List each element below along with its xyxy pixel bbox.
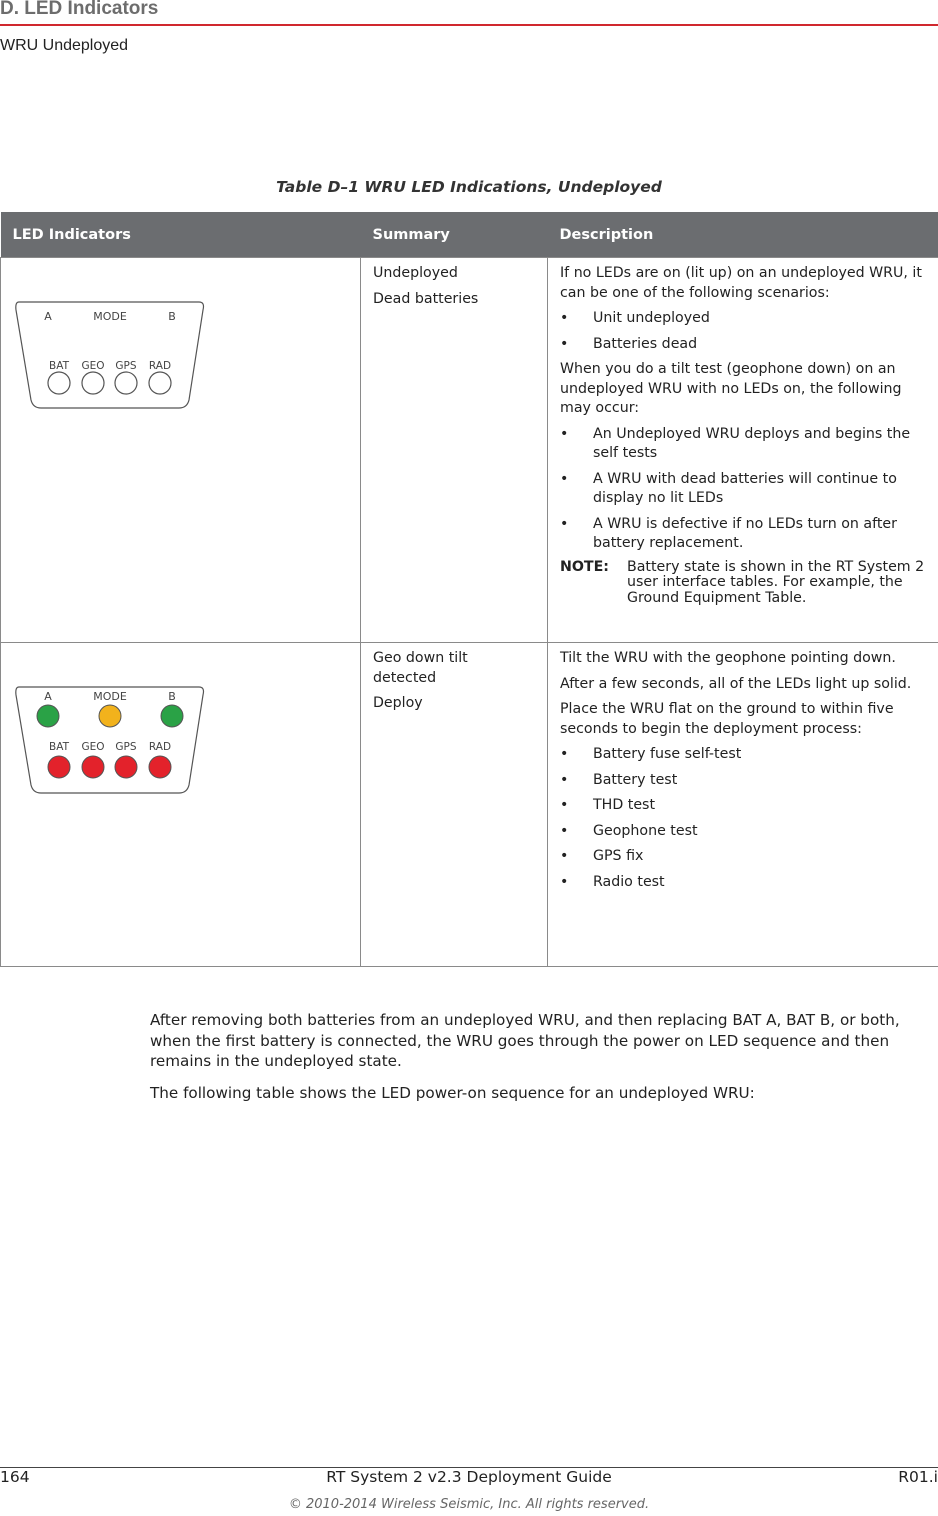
- led-gps-off: [115, 372, 137, 394]
- description-paragraph: If no LEDs are on (lit up) on an undeployed WRU, it can be one of the following scenarios:: [560, 265, 922, 301]
- description-paragraph: Place the WRU flat on the ground to within five seconds to begin the deployment process:: [560, 701, 894, 737]
- label-a: A: [44, 690, 52, 703]
- bullet-list: [560, 309, 926, 354]
- header-rule: [0, 24, 938, 26]
- label-a: A: [44, 310, 52, 323]
- led-indicator-cell: [1, 643, 361, 967]
- table-header-row: [1, 212, 938, 258]
- note-text: Battery state is shown in the RT System 2 user interface tables. For example, the Ground Equipment Table.: [627, 558, 925, 606]
- body-paragraph: The following table shows the LED power-on sequence for an undeployed WRU:: [150, 1084, 755, 1102]
- note-label: NOTE:: [560, 558, 609, 575]
- bullet-list: [560, 745, 926, 892]
- document-title: RT System 2 v2.3 Deployment Guide: [326, 1468, 612, 1486]
- list-item: • An Undeployed WRU deploys and begins the self tests: [560, 425, 926, 464]
- column-header-description: Description: [548, 212, 938, 258]
- section-title: D. LED Indicators: [0, 0, 159, 19]
- body-paragraph: After removing both batteries from an undeployed WRU, and then replacing BAT A, BAT B, or both, when the first battery is connected, the WRU goes through the power on LED sequence and then remains in the undeployed state.: [150, 1011, 900, 1070]
- led-mode-yellow: [99, 705, 121, 727]
- led-rad-off: [149, 372, 171, 394]
- label-geo: GEO: [81, 741, 105, 753]
- list-item: • Unit undeployed: [560, 309, 926, 329]
- copyright: © 2010-2014 Wireless Seismic, Inc. All rights reserved.: [288, 1497, 650, 1512]
- description-cell: [548, 258, 938, 643]
- summary-line: Geo down tilt detected: [373, 650, 468, 686]
- label-mode: MODE: [93, 310, 127, 323]
- label-geo: GEO: [81, 360, 105, 372]
- page-number: 164: [0, 1468, 30, 1486]
- revision: R01.i: [898, 1468, 938, 1486]
- led-indications-table: [0, 212, 938, 967]
- list-item: • THD test: [560, 796, 926, 816]
- led-b-green: [161, 705, 183, 727]
- list-item: • Radio test: [560, 873, 926, 893]
- page-subtitle: WRU Undeployed: [0, 37, 129, 54]
- table-row: [1, 258, 938, 643]
- led-a-green: [37, 705, 59, 727]
- bullet-list: [560, 425, 926, 554]
- led-bat-off: [48, 372, 70, 394]
- label-rad: RAD: [148, 741, 172, 753]
- led-panel-lit: [13, 681, 207, 795]
- list-item: • A WRU with dead batteries will continue to display no lit LEDs: [560, 470, 926, 509]
- note: [560, 560, 926, 607]
- label-bat: BAT: [49, 360, 69, 372]
- led-geo-red: [82, 756, 104, 778]
- summary-line: Undeployed: [373, 265, 458, 281]
- label-gps: GPS: [115, 741, 137, 753]
- list-item: • Geophone test: [560, 822, 926, 842]
- table-caption: Table D–1 WRU LED Indications, Undeployed: [276, 178, 662, 196]
- led-rad-red: [149, 756, 171, 778]
- led-indicator-cell: [1, 258, 361, 643]
- label-gps: GPS: [115, 360, 137, 372]
- description-cell: [548, 643, 938, 967]
- description-paragraph: When you do a tilt test (geophone down) on an undeployed WRU with no LEDs on, the following may occur:: [560, 361, 902, 416]
- label-b: B: [168, 310, 176, 323]
- led-panel-all-off: [13, 296, 207, 410]
- column-header-summary: Summary: [361, 212, 548, 258]
- led-geo-off: [82, 372, 104, 394]
- list-item: • Battery fuse self-test: [560, 745, 926, 765]
- list-item: • GPS fix: [560, 847, 926, 867]
- description-paragraph: After a few seconds, all of the LEDs light up solid.: [560, 675, 912, 692]
- led-gps-red: [115, 756, 137, 778]
- summary-line: Deploy: [373, 695, 423, 711]
- summary-cell: [361, 258, 548, 643]
- list-item: • A WRU is defective if no LEDs turn on after battery replacement.: [560, 515, 926, 554]
- label-b: B: [168, 690, 176, 703]
- table-row: [1, 643, 938, 967]
- label-bat: BAT: [49, 741, 69, 753]
- column-header-led-indicators: LED Indicators: [1, 212, 361, 258]
- list-item: • Battery test: [560, 771, 926, 791]
- description-paragraph: Tilt the WRU with the geophone pointing down.: [560, 650, 896, 666]
- led-bat-red: [48, 756, 70, 778]
- label-rad: RAD: [148, 360, 172, 372]
- label-mode: MODE: [93, 690, 127, 703]
- summary-cell: [361, 643, 548, 967]
- list-item: • Batteries dead: [560, 335, 926, 355]
- summary-line: Dead batteries: [373, 290, 479, 307]
